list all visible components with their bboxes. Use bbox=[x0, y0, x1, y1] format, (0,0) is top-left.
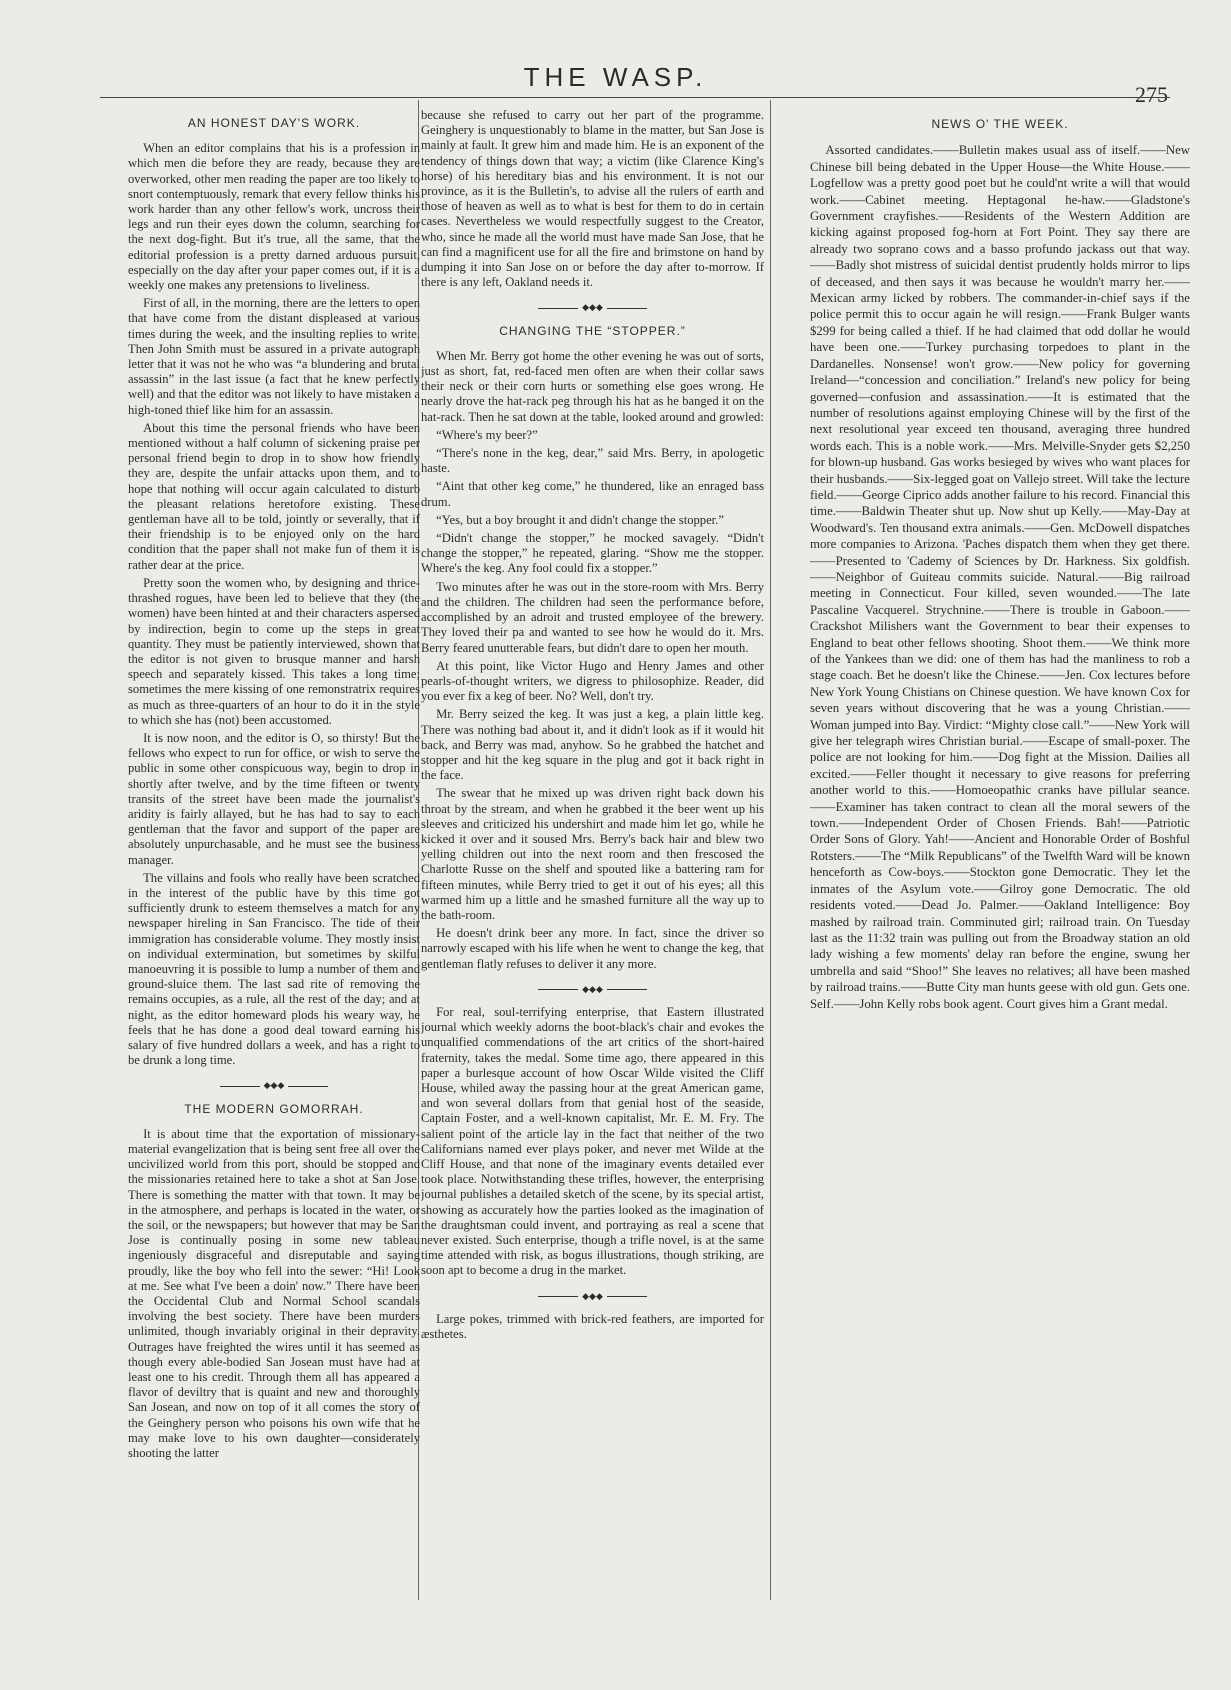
masthead-rule bbox=[100, 97, 1170, 98]
article-heading: AN HONEST DAY'S WORK. bbox=[187, 116, 361, 130]
masthead: THE WASP. bbox=[523, 62, 708, 92]
ornament-divider: ◆◆◆ bbox=[128, 1078, 420, 1093]
article-heading: NEWS O' THE WEEK. bbox=[931, 117, 1069, 131]
paragraph: At this point, like Victor Hugo and Henry James and other pearls-of-thought writers, we digress to philosophize. Reader, did you ever fix a keg of beer. No? Well, don't try. bbox=[421, 658, 764, 704]
article-heading: CHANGING THE “STOPPER.” bbox=[499, 323, 686, 338]
paragraph: The villains and fools who really have been scratched in the interest of the public have by this time got sufficiently drunk to esteem themselves a match for any newspaper hireling in San Francisco. The tide of their immigration has considerable volume. They mostly insist on individual extermination, but sometimes by skilful manoeuvring it is possible to lump a number of them and ground-sluice them. The last sad rite of removing the remains occupies, as a rule, all the rest of the day; and at night, as the editor homeward plods his weary way, he feels that he has done a good deal toward earning his salary of five hundred dollars a week, and has a right to be drunk a long time. bbox=[128, 870, 420, 1068]
paragraph: Two minutes after he was out in the store-room with Mrs. Berry and the children. The children had seen the performance before, accomplished by an adroit and trusted employee of the brewery. They loved their pa and wanted to see how he would do it. Mrs. Berry feared unutterable fears, but didn't dare to open her mouth. bbox=[421, 579, 764, 655]
paragraph: It is about time that the exportation of missionary-material evangelization that is being sent free all over the uncivilized world from this port, should be stopped and the missionaries retained here to take a shot at San Jose. There is something the matter with that town. It may be in the atmosphere, and perhaps is located in the water, or the soil, or the newspapers; but however that may be San Jose is continually posing in some new tableau ingeniously disgraceful and disreputable and saying proudly, like the boy who fell into the sewer: “Hi! Look at me. See what I've been a doin' now.” There have been the Occidental Club and Normal School scandals involving the best society. There have been murders unlimited, though invariably original in their depravity. Outrages have freighted the wires until it has seemed as though every able-bodied San Josean must have had at least one to his credit. Through them all has appeared a flavor of deviltry that is quaint and new and thoroughly San Josean, and now on top of it all comes the story of the Geinghery person who poisons his own wife that he may make love to his own daughter—considerately shooting the latter bbox=[128, 1126, 420, 1461]
paragraph: Pretty soon the women who, by designing and thrice-thrashed rogues, have been led to believe that they (the women) have been hinted at and their characters aspersed by indirection, begin to come up the steps in great quantity. They must be patiently interviewed, shown that the editor is not given to brusque manner and harsh speech and separately kissed. This takes a long time; sometimes the mere kissing of one remonstratrix requires as much as three-quarters of an hour to do it in the style to which she has (not) been accustomed. bbox=[128, 575, 420, 727]
article-heading: THE MODERN GOMORRAH. bbox=[184, 1101, 364, 1116]
paragraph: The swear that he mixed up was driven right back down his throat by the stream, and when he grabbed it the beer went up his sleeves and criticized his undershirt and made him let go, while he kicked it over and it soused Mrs. Berry's back hair and blew two yelling children out into the next room and then frescosed the Charlotte Russe on the shelf and spouted like a battering ram for fifteen minutes, while Berry tried to get it out of his eyes; all this warmed him up a little and he smashed furniture all the way up to the bath-room. bbox=[421, 786, 764, 922]
column-3 bbox=[810, 108, 1190, 1588]
paragraph: “There's none in the keg, dear,” said Mrs. Berry, in apologetic haste. bbox=[421, 446, 764, 476]
paragraph: because she refused to carry out her part of the programme. Geinghery is unquestionably to blame in the matter, but San Jose is mainly at fault. It grew him and made him. He is an exponent of the tendency of things down that way; a victim (like Clarence King's horse) of his hereditary bias and his environment. It is not our province, as it is the Bulletin's, to advise all the rulers of earth and those of heaven as well as to what is best for them to do in certain cases. Nevertheless we would respectfully suggest to the Creator, who, since he made all the world must have made San Jose, that he can find a magnificent use for all the fire and brimstone on hand by dumping it into San Jose on or before the day after to-morrow. If there is any left, Oakland needs it. bbox=[421, 108, 764, 290]
paragraph: “Where's my beer?” bbox=[436, 427, 538, 442]
paragraph: When an editor complains that his is a profession in which men die before they are ready, because they are overworked, other men reading the paper are too likely to snort contemptuously, remark that every fellow thinks his work harder than any other fellow's work, uncross their legs and run their eyes down the column, searching for the next dog-fight. But it's true, all the same, that the editorial profession is a pretty darned arduous pursuit, especially on the day after your paper comes out, if it is a weekly one makes any pretensions to liveliness. bbox=[128, 141, 420, 293]
column-divider bbox=[770, 100, 771, 1600]
paragraph: Mr. Berry seized the keg. It was just a keg, a plain little keg. There was nothing bad about it, and it didn't look as if it would hit back, and Berry was mad, anyhow. So he grabbed the hatchet and stopper and hit the keg square in the plug and got it back right in the face. bbox=[421, 707, 764, 783]
paragraph: “Didn't change the stopper,” he mocked savagely. “Didn't change the stopper,” he repeated, glaring. “Show me the stopper. Where's the keg. Any fool could fix a stopper.” bbox=[421, 531, 764, 576]
paragraph: It is now noon, and the editor is O, so thirsty! But the fellows who expect to run for office, or wish to serve the public in some other conspicuous way, begin to drop in shortly after twelve, and by the time fifteen or twenty transits of the street have been made the journalist's aridity is fairly allayed, but he has had to say to each gentleman that the favor and support of the paper are absolutely unpurchasable, and he must see the business manager. bbox=[128, 730, 420, 867]
paragraph: Large pokes, trimmed with brick-red feathers, are imported for æsthetes. bbox=[421, 1311, 764, 1342]
page-number: 275 bbox=[1135, 82, 1168, 107]
column-1 bbox=[128, 108, 420, 1588]
ornament-divider: ◆◆◆ bbox=[421, 300, 764, 315]
paragraph: “Yes, but a boy brought it and didn't change the stopper.” bbox=[436, 512, 724, 527]
column-2 bbox=[421, 108, 764, 1588]
paragraph: First of all, in the morning, there are the letters to open that have come from the distant displeased at various times during the week, and the insulting replies to write. Then John Smith must be assured in a private autograph letter that it was not he who was “a blundering and brutal assassin” in the last issue (a fact that he knew perfectly well) and that the editor was not likely to have mistaken a high-toned thief like him for an assassin. bbox=[128, 296, 420, 417]
paragraph: For real, soul-terrifying enterprise, that Eastern illustrated journal which weekly adorns the boot-black's chair and evokes the unqualified commendations of the art critics of the short-haired fraternity, takes the medal. Some time ago, there appeared in this paper a burlesque account of how Oscar Wilde visited the Cliff House, whiled away the passing hour at the great American game, and won several dollars from that genial host of the seaside, Captain Foster, and a well-known capitalist, Mr. E. M. Fry. The salient point of the article lay in the fact that neither of the two Californians named ever plays poker, and never met Wilde at the Cliff House, and that none of the imaginary events detailed ever took place. Notwithstanding these trifles, however, the enterprising journal publishes a detailed sketch of the scene, by its special artist, showing as accurately how the parties looked as the imagination of the draughtsman could invent, and portraying as real a scene that never existed. Such enterprise, though a trifle novel, is at the same time attended with risk, as bogus illustrations, though striking, are soon apt to become a drug in the market. bbox=[421, 1004, 764, 1278]
ornament-divider: ◆◆◆ bbox=[421, 1289, 764, 1304]
paragraph: He doesn't drink beer any more. In fact, since the driver so narrowly escaped with his life when he went to change the keg, that gentleman flatly refuses to deliver it any more. bbox=[421, 926, 764, 971]
paragraph: About this time the personal friends who have been mentioned without a half column of sickening praise per personal friend begin to drop in to show how friendly they are, despite the unfair attacks upon them, and to hope that nothing will occur again calculated to disturb the pleasant relations heretofore existing. These gentleman have all to be told, jointly or severally, that if their friendship is to be enjoyed only on the hard condition that the paper shall not make fun of them it is rather dear at the price. bbox=[128, 420, 420, 572]
paragraph: “Aint that other keg come,” he thundered, like an enraged bass drum. bbox=[421, 479, 764, 509]
ornament-divider: ◆◆◆ bbox=[421, 982, 764, 997]
paragraph: Assorted candidates.——Bulletin makes usual ass of itself.——New Chinese bill being debated in the Upper House—the White House.——Logfellow was a pretty good poet but he could'nt write a will that would work.——Cabinet meeting. Heptagonal he-haw.——Gladstone's Government crayfishes.——Residents of the Western Addition are kicking against proposed fog-horn at Fort Point. They say there are already two soprano cows and a basso profundo jackass out that way.——Badly shot mistress of suicidal dentist prudently holds mirror to lips of deceased, and then says it was because he wouldn't marry her.——Mexican army licked by robbers. The commander-in-chief says if the police permit this to occur again he will resign.——Frank Bulger wants $299 for being called a thief. If he had claimed that odd dollar he would have been one.——Turkey purchasing torpedoes to plant in the Dardanelles. Nonsense! won't grow.——New policy for governing Ireland—“concession and conciliation.” Ireland's new policy for being governed—confusion and assassination.——It is estimated that the number of resolutions against employing Chinese will by the first of the next resolutional year exceed ten thousand, averaging three hundred words each. This is a noble work.——Mrs. Melville-Snyder gets $2,250 for blown-up husband. Gas works besieged by wives who want places for their husbands.——Six-legged goat on Vallejo street. Will take the lecture field.——George Ciprico adds another failure to his record. Financial this time.——Baldwin Theater shut up. Now shut up Kelly.——May-Day at Woodward's. Ten thousand extra animals.——Gen. McDowell dispatches more companies to Arizona. 'Paches dispatch them when they get there.——Presented to 'Cademy of Sciences by Dr. Harkness. Six goldfish.——Neighbor of Guiteau commits suicide. Natural.——Big railroad meeting in Connecticut. Four killed, seven wounded.——The late Pascaline Vacquerel. Strychnine.——There is trouble in Gaboon.——Crackshot Milishers want the Government to bear their expenses to England to beat other fellows shooting. Shoot them.——We think more of the Yankees than we did: one of them has had the manliness to rob a stage coach. Bet he doesn't like the Chinese.——Jen. Cox lectures before New York Young Chistians on Chinese question. We have known Cox for seven years without discovering that he was a young Christian.——Woman jumped into Bay. Virdict: “Mighty close call.”——New York will give her telegraph wires Christian burial.——Escape of small-poxer. The police are not looking for him.——Dog fight at the Mission. Dailies all excited.——Feller thought it necessary to give reasons for preferring another world to this.——Homoeopathic cranks have pillular seance.——Examiner has taken contract to clean all the moral sewers of the town.——Independent Order of Chosen Friends. Bah!——Patriotic Order Sons of Glory. Yah!——Ancient and Honorable Order of Boshful Rotsters.——The “Milk Republicans” of the Twelfth Ward will be known henceforth as Cow-boys.——Stockton gone Democratic. They let the inmates of the Asylum vote.——Gilroy gone Democratic. The old residents voted.——Dead Jo. Palmer.——Oakland Intelligence: Boy mashed by railroad train. Comminuted girl; railroad train. On Tuesday last as the 11:32 train was pulling out from the Broadway station an old lady wishing a few moments' delay ran before the engine, swung her umbrella and said “Shoo!” She leaves no relatives; all have been mashed by railroad trains.——Butte City man hunts geese with old gun. Gets one. Self.——John Kelly robs book agent. Court gives him a Grant medal. bbox=[810, 143, 1190, 1011]
paragraph: When Mr. Berry got home the other evening he was out of sorts, just as short, fat, red-faced men often are when their collar saws their neck or their corn hurts or something else goes wrong. He nearly drove the hat-rack peg through his hat as he banged it on the hat-rack. Then he sat down at the table, looked around and growled: bbox=[421, 348, 764, 424]
